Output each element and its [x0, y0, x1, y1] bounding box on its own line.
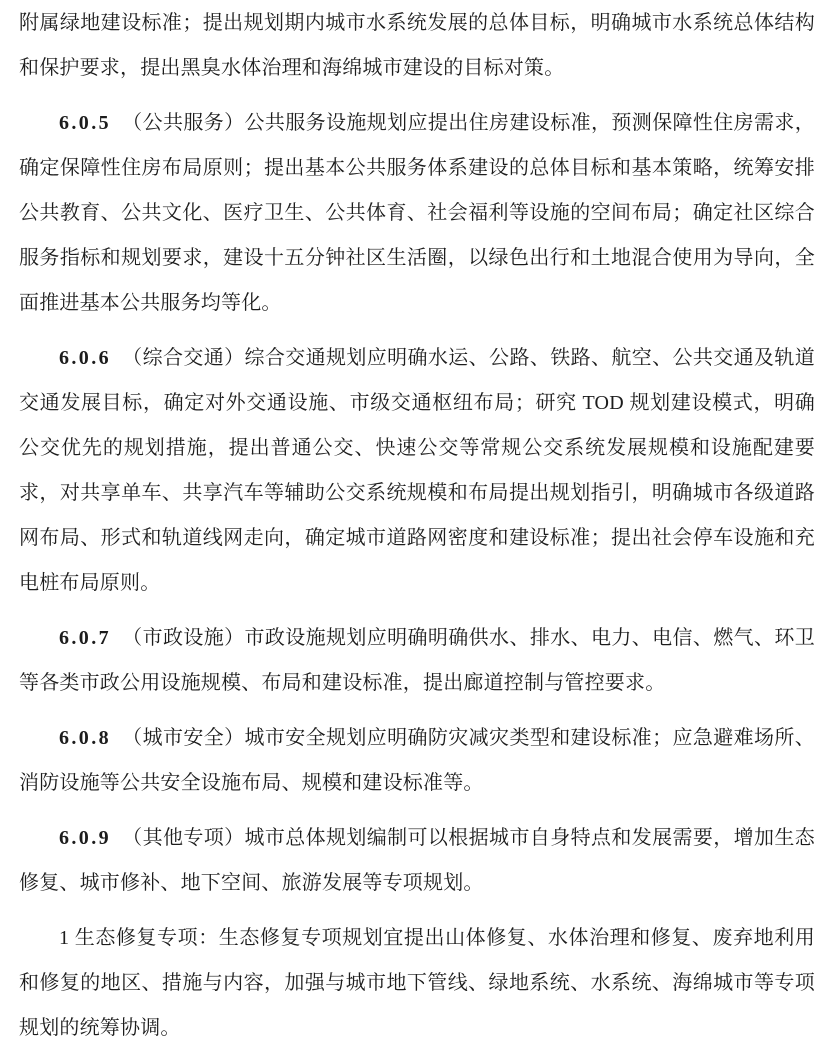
clause-number: 6.0.8 — [59, 727, 111, 749]
clause-number: 6.0.6 — [59, 347, 111, 369]
clause-number: 6.0.5 — [59, 112, 111, 134]
clause-text: （综合交通）综合交通规划应明确水运、公路、铁路、航空、公共交通及轨道交通发展目标，确定对外交通设施、市级交通枢纽布局；研究 TOD 规划建设模式，明确公交优先的规划措施，提出普通公交、快速公交等常规公交系统发展规模和设施配建要求，对共享单车、共享汽车等辅助公交系统规模和布局提出规划指引，明确城市各级道路网布局、形式和轨道线网走向，确定城市道路网密度和建设标准；提出社会停车设施和充电桩布局原则。 — [19, 347, 815, 594]
clause-6-0-9-paragraph — [19, 816, 815, 906]
clause-6-0-7-paragraph — [19, 616, 815, 706]
clause-text: 附属绿地建设标准；提出规划期内城市水系统发展的总体目标，明确城市水系统总体结构和保护要求，提出黑臭水体治理和海绵城市建设的目标对策。 — [19, 12, 815, 79]
clause-6-0-8-paragraph — [19, 716, 815, 806]
subitem-1-ecological-restoration-paragraph — [19, 916, 815, 1051]
clause-text: 1 生态修复专项：生态修复专项规划宜提出山体修复、水体治理和修复、废弃地利用和修复的地区、措施与内容，加强与城市地下管线、绿地系统、水系统、海绵城市等专项规划的统筹协调。 — [19, 927, 815, 1039]
clause-text: （城市安全）城市安全规划应明确防灾减灾类型和建设标准；应急避难场所、消防设施等公共安全设施布局、规模和建设标准等。 — [19, 727, 815, 794]
clause-number: 6.0.7 — [59, 627, 111, 649]
clause-number: 6.0.9 — [59, 827, 111, 849]
clause-6-0-5-paragraph — [19, 101, 815, 326]
clause-6-0-6-paragraph — [19, 336, 815, 606]
paragraph-continuation — [19, 1, 815, 91]
clause-text: （公共服务）公共服务设施规划应提出住房建设标准，预测保障性住房需求，确定保障性住房布局原则；提出基本公共服务体系建设的总体目标和基本策略，统筹安排公共教育、公共文化、医疗卫生、公共体育、社会福利等设施的空间布局；确定社区综合服务指标和规划要求，建设十五分钟社区生活圈，以绿色出行和土地混合使用为导向，全面推进基本公共服务均等化。 — [19, 112, 815, 314]
clause-text: （其他专项）城市总体规划编制可以根据城市自身特点和发展需要，增加生态修复、城市修补、地下空间、旅游发展等专项规划。 — [19, 827, 815, 894]
clause-text: （市政设施）市政设施规划应明确明确供水、排水、电力、电信、燃气、环卫等各类市政公用设施规模、布局和建设标准，提出廊道控制与管控要求。 — [19, 627, 815, 694]
